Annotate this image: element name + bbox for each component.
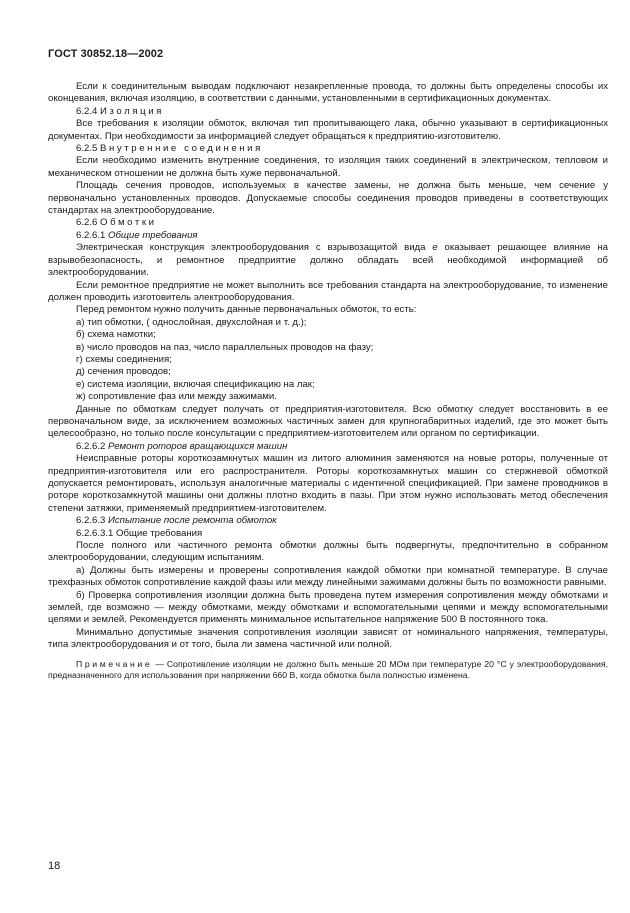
section-title: Ремонт роторов вращающихся машин xyxy=(108,440,288,452)
section-title: Внутренние соединения xyxy=(100,143,263,155)
text-run: оказывает решающее влияние на взрывобезопасность, и ремонтное предприятие должно обладать всей необходимой информацией об электрооборудовании. xyxy=(48,242,608,279)
paragraph: После полного или частичного ремонта обмотки должны быть подвергнуты, предпочтительно в собранном электрооборудовании, следующим испытаниям. xyxy=(48,540,608,564)
section-number: 6.2.6.1 xyxy=(76,229,109,241)
paragraph xyxy=(48,242,608,279)
document-header: ГОСТ 30852.18—2002 xyxy=(48,48,164,60)
paragraph: Если необходимо изменить внутренние соединения, то изоляция таких соединений в электрическом, тепловом и механическом отношении не должна быть хуже первоначальной. xyxy=(48,155,608,179)
list-item: а) тип обмотки, ( однослойная, двухслойная и т. д.); xyxy=(76,316,307,328)
section-title: Обмотки xyxy=(100,217,157,229)
section-number: 6.2.4 xyxy=(76,105,101,117)
list-item: д) сечения проводов; xyxy=(76,366,171,378)
paragraph: Неисправные роторы короткозамкнутых машин из литого алюминия заменяются на новые роторы, полученные от предприятия-изготовителя или его распространителя. Роторы короткозамкнутых машин со стержневой обмоткой допускается ремонтировать, используя аналогичные материалы с идентичной спецификацией. При замене проводников в роторе короткозамкнутой машины они должны плотно входить в пазы. При этом нужно использовать метод обеспечения степени затяжки, применяемый предприятием-изготовителем. xyxy=(48,453,608,514)
section-heading-6-2-6-2 xyxy=(48,441,608,453)
text-run: Электрическая конструкция электрооборудования с взрывозащитой вида xyxy=(76,242,433,254)
list-item: в) число проводов на паз, число параллельных проводов на фазу; xyxy=(76,341,374,353)
section-heading-6-2-4 xyxy=(48,106,608,118)
paragraph: Площадь сечения проводов, используемых в качестве замены, не должна быть меньше, чем сечение у первоначально установленных проводов. Допускаемые способы соединения проводов приведены в соответствующих стандартах на электрооборудование. xyxy=(48,180,608,217)
paragraph: б) Проверка сопротивления изоляции должна быть проведена путем измерения сопротивления между обмотками и землей, где возможно — между обмотками, между обмотками и вспомогательными цепями и между вспомогательными цепями и землей. Рекомендуется применять минимальное испытательное напряжение 500 В постоянного тока. xyxy=(48,589,608,626)
paragraph: Если ремонтное предприятие не может выполнить все требования стандарта на электрооборудование, то изменение должен проводить изготовитель электрооборудования. xyxy=(48,279,608,303)
paragraph: Если к соединительным выводам подключают незакрепленные провода, то должны быть определены способы их оконцевания, включая изоляцию, в соответствии с данными, установленными в сертификационных документах. xyxy=(48,81,608,105)
section-heading-6-2-6-3-1: 6.2.6.3.1 Общие требования xyxy=(76,527,203,539)
section-title: Общие требования xyxy=(108,229,198,241)
section-number: 6.2.6.3 xyxy=(76,515,109,527)
list-item: е) система изоляции, включая спецификацию на лак; xyxy=(76,378,315,390)
section-number: 6.2.5 xyxy=(76,143,101,155)
section-heading-6-2-6-1 xyxy=(48,230,608,242)
paragraph: Перед ремонтом нужно получить данные первоначальных обмоток, то есть: xyxy=(76,304,417,316)
page-number: 18 xyxy=(48,860,61,872)
section-title: Изоляция xyxy=(100,105,164,117)
note-text: — Сопротивление изоляции не должно быть меньше 20 МОм при температуре 20 °С у электрооборудования, предназначенного для использования при напряжении 660 В, когда обмотка была полностью изменена. xyxy=(48,658,608,681)
section-number: 6.2.6.2 xyxy=(76,440,109,452)
section-heading-6-2-5 xyxy=(48,143,608,155)
list-item: ж) сопротивление фаз или между зажимами. xyxy=(76,391,277,403)
section-number: 6.2.6 xyxy=(76,217,101,229)
section-heading-6-2-6 xyxy=(48,217,608,229)
note xyxy=(48,659,608,683)
paragraph: Минимально допустимые значения сопротивления изоляции зависят от номинального напряжения, температуры, типа электрооборудования и от того, была ли замена частичной или полной. xyxy=(48,626,608,651)
section-title: Испытание после ремонта обмоток xyxy=(108,515,277,527)
document-body xyxy=(48,81,608,682)
paragraph: Данные по обмоткам следует получать от предприятия-изготовителя. Всю обмотку следует восстановить в ее первоначальном виде, за исключением возможных частичных замен для крупногабаритных изделий, где это может быть целесообразно, но только после консультации с предприятием-изготовителем или органом по сертификации. xyxy=(48,403,608,440)
protection-type-e: е xyxy=(432,242,438,254)
list-item: г) схемы соединения; xyxy=(76,353,172,365)
section-heading-6-2-6-3 xyxy=(48,515,608,527)
paragraph: Все требования к изоляции обмоток, включая тип пропитывающего лака, обычно указывают в сертификационных документах. При необходимости за информацией следует обращаться к предприятию-изготовителю. xyxy=(48,118,608,142)
paragraph: а) Должны быть измерены и проверены сопротивления каждой обмотки при комнатной температуре. В случае трехфазных обмоток сопротивление каждой фазы или между линейными зажимами должны быть по возможности равными. xyxy=(48,564,608,589)
list-item: б) схема намотки; xyxy=(76,329,156,341)
note-label: Примечание xyxy=(76,658,153,669)
